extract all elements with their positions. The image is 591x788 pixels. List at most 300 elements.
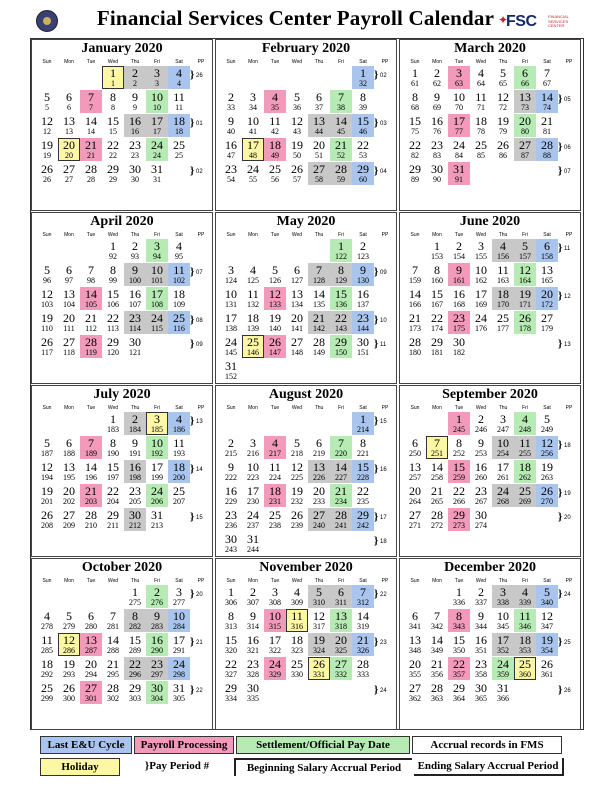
day-number: 11	[291, 609, 303, 623]
day-number: 27	[409, 681, 421, 695]
julian-day: 243	[225, 545, 237, 554]
fsc-logo-text: FSC	[506, 13, 537, 30]
day-number: 21	[313, 311, 325, 325]
day-number: 24	[247, 508, 259, 522]
julian-day: 306	[225, 598, 237, 607]
julian-day: 351	[475, 646, 487, 655]
julian-day: 98	[87, 276, 95, 285]
legend	[30, 736, 582, 780]
day-number: 7	[434, 609, 440, 623]
day-number: 1	[412, 66, 418, 80]
julian-day: 213	[151, 521, 163, 530]
julian-day: 365	[475, 694, 487, 703]
julian-day: 276	[151, 598, 163, 607]
day-number: 24	[497, 484, 509, 498]
julian-day: 155	[475, 252, 487, 261]
day-number: 25	[497, 311, 509, 325]
julian-day: 346	[519, 622, 531, 631]
julian-day: 181	[431, 348, 443, 357]
julian-day: 235	[357, 497, 369, 506]
day-number: 30	[475, 508, 487, 522]
day-number: 12	[269, 287, 281, 301]
julian-day: 348	[409, 646, 421, 655]
day-number: 20	[313, 138, 325, 152]
julian-day: 188	[63, 449, 75, 458]
julian-day: 163	[497, 276, 509, 285]
julian-day: 304	[151, 694, 163, 703]
day-number: 7	[110, 609, 116, 623]
day-number: 12	[63, 633, 75, 647]
julian-day: 310	[313, 598, 325, 607]
pay-period-number: 16	[380, 467, 387, 473]
day-number: 17	[151, 287, 163, 301]
day-number: 22	[357, 484, 369, 498]
julian-day: 83	[433, 151, 441, 160]
julian-day: 289	[129, 646, 141, 655]
julian-day: 224	[269, 473, 281, 482]
day-number: 26	[313, 657, 325, 671]
day-number: 17	[151, 114, 163, 128]
day-number: 14	[85, 460, 97, 474]
month-july	[31, 385, 213, 557]
day-number: 8	[456, 609, 462, 623]
julian-day: 322	[269, 646, 281, 655]
day-number: 19	[41, 311, 53, 325]
pay-period-bracket: }	[374, 117, 379, 129]
julian-day: 328	[247, 670, 259, 679]
julian-day: 128	[313, 276, 325, 285]
legend-pay-period: }Pay Period #	[144, 760, 210, 772]
day-number: 23	[129, 138, 141, 152]
julian-day: 27	[65, 175, 73, 184]
julian-day: 194	[41, 473, 53, 482]
day-number: 19	[541, 460, 553, 474]
pay-period-bracket: }	[374, 636, 379, 648]
day-number: 10	[225, 287, 237, 301]
julian-day: 265	[431, 497, 443, 506]
day-number: 19	[63, 657, 75, 671]
month-june	[399, 212, 581, 384]
dow-label: Thu	[130, 405, 140, 411]
julian-day: 41	[249, 127, 257, 136]
day-number: 10	[453, 90, 465, 104]
pay-period-number: 26	[564, 688, 571, 694]
julian-day: 57	[293, 175, 301, 184]
dow-label: PP	[565, 232, 573, 238]
day-number: 7	[88, 436, 94, 450]
julian-day: 33	[227, 103, 235, 112]
month-title: January 2020	[81, 41, 163, 56]
julian-day: 162	[475, 276, 487, 285]
julian-day: 358	[475, 670, 487, 679]
julian-day: 94	[153, 252, 161, 261]
day-number: 22	[431, 311, 443, 325]
julian-day: 135	[313, 300, 325, 309]
julian-day: 119	[85, 348, 97, 357]
day-number: 25	[269, 508, 281, 522]
dow-label: Fri	[338, 232, 344, 238]
day-number: 10	[173, 609, 185, 623]
day-number: 15	[335, 287, 347, 301]
pay-period-number: 18	[380, 539, 387, 545]
julian-day: 159	[409, 276, 421, 285]
julian-day: 145	[225, 348, 237, 357]
julian-day: 241	[335, 521, 347, 530]
julian-day: 205	[129, 497, 141, 506]
day-number: 30	[129, 162, 141, 176]
pay-period-bracket: }	[558, 338, 563, 350]
julian-day: 105	[85, 300, 97, 309]
day-number: 16	[247, 633, 259, 647]
day-number: 26	[497, 138, 509, 152]
day-number: 5	[44, 263, 50, 277]
julian-day: 153	[431, 252, 443, 261]
dow-label: Sat	[543, 232, 551, 238]
julian-day: 106	[107, 300, 119, 309]
day-number: 21	[335, 484, 347, 498]
dow-label: Sun	[42, 405, 52, 411]
day-number: 17	[475, 287, 487, 301]
day-number: 26	[63, 681, 75, 695]
day-number: 22	[335, 311, 347, 325]
julian-day: 108	[151, 300, 163, 309]
julian-day: 288	[107, 646, 119, 655]
day-number: 7	[360, 585, 366, 599]
day-number: 10	[151, 436, 163, 450]
day-number: 17	[497, 633, 509, 647]
pay-period-bracket: }	[374, 338, 379, 350]
julian-day: 318	[335, 622, 347, 631]
day-number: 26	[41, 162, 53, 176]
day-number: 21	[335, 138, 347, 152]
julian-day: 339	[519, 598, 531, 607]
day-number: 23	[453, 311, 465, 325]
julian-day: 35	[271, 103, 279, 112]
month-title: September 2020	[442, 387, 538, 402]
day-number: 16	[129, 287, 141, 301]
day-number: 24	[151, 311, 163, 325]
month-february	[215, 39, 397, 211]
julian-day: 283	[151, 622, 163, 631]
dow-label: Sun	[410, 405, 420, 411]
day-number: 2	[456, 239, 462, 253]
julian-day: 220	[335, 449, 347, 458]
day-number: 13	[63, 460, 75, 474]
day-number: 2	[478, 412, 484, 426]
day-number: 14	[409, 287, 421, 301]
day-number: 26	[541, 484, 553, 498]
julian-day: 4	[177, 79, 181, 88]
julian-day: 117	[41, 348, 53, 357]
julian-day: 320	[225, 646, 237, 655]
dow-label: PP	[197, 232, 205, 238]
julian-day: 222	[225, 473, 237, 482]
julian-day: 314	[247, 622, 259, 631]
day-number: 8	[412, 90, 418, 104]
julian-day: 191	[129, 449, 141, 458]
julian-day: 352	[497, 646, 509, 655]
julian-day: 278	[41, 622, 53, 631]
julian-day: 61	[411, 79, 419, 88]
day-number: 10	[151, 263, 163, 277]
day-number: 20	[63, 311, 75, 325]
julian-day: 80	[521, 127, 529, 136]
dow-label: Fri	[522, 59, 528, 65]
julian-day: 81	[543, 127, 551, 136]
julian-day: 341	[409, 622, 421, 631]
pay-period-bracket: }	[558, 636, 563, 648]
julian-day: 25	[175, 151, 183, 160]
pay-period-number: 04	[380, 169, 387, 175]
day-number: 26	[541, 657, 553, 671]
julian-day: 2	[133, 79, 137, 88]
day-number: 31	[225, 359, 237, 373]
julian-day: 307	[247, 598, 259, 607]
dow-label: Sat	[359, 232, 367, 238]
day-number: 16	[225, 484, 237, 498]
dow-label: Wed	[291, 59, 303, 65]
julian-day: 14	[87, 127, 95, 136]
day-number: 26	[269, 335, 281, 349]
julian-day: 152	[225, 372, 237, 381]
dow-label: Tue	[270, 578, 280, 584]
day-number: 3	[456, 66, 462, 80]
julian-day: 180	[409, 348, 421, 357]
dow-label: Mon	[64, 405, 74, 411]
day-number: 1	[360, 412, 366, 426]
day-number: 28	[335, 508, 347, 522]
day-number: 5	[316, 585, 322, 599]
day-number: 28	[409, 335, 421, 349]
julian-day: 337	[475, 598, 487, 607]
julian-day: 93	[131, 252, 139, 261]
dow-label: Wed	[291, 405, 303, 411]
julian-day: 270	[541, 497, 553, 506]
julian-day: 185	[151, 425, 163, 434]
julian-day: 277	[173, 598, 185, 607]
day-number: 24	[269, 657, 281, 671]
day-number: 28	[541, 138, 553, 152]
julian-day: 10	[153, 103, 161, 112]
day-number: 6	[338, 585, 344, 599]
day-number: 9	[456, 263, 462, 277]
julian-day: 350	[453, 646, 465, 655]
day-number: 3	[228, 263, 234, 277]
day-number: 28	[335, 162, 347, 176]
julian-day: 102	[173, 276, 185, 285]
day-number: 27	[335, 657, 347, 671]
day-number: 22	[107, 311, 119, 325]
day-number: 20	[313, 484, 325, 498]
day-number: 7	[412, 263, 418, 277]
day-number: 13	[409, 633, 421, 647]
julian-day: 42	[271, 127, 279, 136]
julian-day: 354	[541, 646, 553, 655]
julian-day: 285	[41, 646, 53, 655]
day-number: 4	[478, 66, 484, 80]
month-title: December 2020	[444, 560, 536, 575]
day-number: 28	[431, 681, 443, 695]
julian-day: 223	[247, 473, 259, 482]
julian-day: 315	[269, 622, 281, 631]
julian-day: 75	[411, 127, 419, 136]
day-number: 31	[453, 162, 465, 176]
julian-day: 250	[409, 449, 421, 458]
dow-label: Sat	[359, 405, 367, 411]
julian-day: 179	[541, 324, 553, 333]
julian-day: 356	[431, 670, 443, 679]
day-number: 7	[88, 263, 94, 277]
day-number: 1	[110, 412, 116, 426]
day-number: 15	[129, 633, 141, 647]
day-number: 29	[357, 162, 369, 176]
julian-day: 84	[455, 151, 463, 160]
pay-period-number: 15	[196, 515, 203, 521]
day-number: 24	[151, 484, 163, 498]
dow-label: Tue	[454, 578, 464, 584]
dow-label: PP	[381, 405, 389, 411]
day-number: 29	[409, 162, 421, 176]
julian-day: 182	[453, 348, 465, 357]
julian-day: 49	[271, 151, 279, 160]
julian-day: 89	[411, 175, 419, 184]
pay-period-bracket: }	[558, 141, 563, 153]
pay-period-number: 19	[564, 491, 571, 497]
day-number: 7	[338, 90, 344, 104]
day-number: 28	[431, 508, 443, 522]
julian-day: 120	[107, 348, 119, 357]
day-number: 2	[478, 585, 484, 599]
julian-day: 204	[107, 497, 119, 506]
month-september	[399, 385, 581, 557]
julian-day: 336	[453, 598, 465, 607]
julian-day: 97	[65, 276, 73, 285]
pay-period-bracket: }	[374, 266, 379, 278]
day-number: 4	[522, 412, 528, 426]
julian-day: 360	[519, 670, 531, 679]
julian-day: 260	[475, 473, 487, 482]
day-number: 6	[316, 90, 322, 104]
julian-day: 115	[151, 324, 163, 333]
julian-day: 141	[291, 324, 303, 333]
julian-day: 22	[109, 151, 117, 160]
julian-day: 184	[129, 425, 141, 434]
day-number: 1	[132, 585, 138, 599]
day-number: 29	[225, 681, 237, 695]
day-number: 6	[66, 436, 72, 450]
day-number: 29	[431, 335, 443, 349]
pay-period-bracket: }	[374, 69, 379, 81]
dow-label: Sat	[543, 578, 551, 584]
dow-label: Thu	[498, 405, 508, 411]
dow-label: PP	[197, 405, 205, 411]
julian-day: 139	[247, 324, 259, 333]
day-number: 8	[360, 90, 366, 104]
day-number: 5	[522, 239, 528, 253]
julian-day: 267	[475, 497, 487, 506]
julian-day: 302	[107, 694, 119, 703]
julian-day: 244	[247, 545, 259, 554]
pay-period-number: 11	[380, 342, 387, 348]
day-number: 2	[228, 436, 234, 450]
month-title: May 2020	[276, 214, 336, 229]
dow-label: Fri	[154, 405, 160, 411]
day-number: 11	[497, 263, 509, 277]
day-number: 26	[41, 335, 53, 349]
day-number: 14	[85, 287, 97, 301]
julian-day: 138	[225, 324, 237, 333]
day-number: 19	[41, 484, 53, 498]
day-number: 5	[44, 436, 50, 450]
julian-day: 208	[41, 521, 53, 530]
dow-label: Thu	[314, 578, 324, 584]
day-number: 2	[434, 66, 440, 80]
julian-day: 40	[227, 127, 235, 136]
day-number: 10	[497, 436, 509, 450]
day-number: 28	[313, 335, 325, 349]
day-number: 11	[247, 287, 259, 301]
pay-period-bracket: }	[558, 439, 563, 451]
day-number: 27	[63, 508, 75, 522]
julian-day: 183	[107, 425, 119, 434]
julian-day: 197	[107, 473, 119, 482]
pay-period-bracket: }	[374, 314, 379, 326]
dow-label: Wed	[291, 232, 303, 238]
day-number: 15	[107, 460, 119, 474]
day-number: 9	[434, 90, 440, 104]
dow-label: Sat	[175, 405, 183, 411]
dow-label: Sat	[175, 232, 183, 238]
day-number: 16	[431, 114, 443, 128]
julian-day: 238	[269, 521, 281, 530]
julian-day: 256	[541, 449, 553, 458]
dow-label: Fri	[154, 232, 160, 238]
dow-label: Mon	[248, 59, 258, 65]
julian-day: 218	[291, 449, 303, 458]
julian-day: 187	[41, 449, 53, 458]
dow-label: Mon	[432, 59, 442, 65]
day-number: 16	[225, 138, 237, 152]
julian-day: 133	[269, 300, 281, 309]
day-number: 12	[519, 263, 531, 277]
day-number: 24	[225, 335, 237, 349]
pay-period-number: 10	[380, 318, 387, 324]
julian-day: 116	[173, 324, 185, 333]
day-number: 16	[453, 287, 465, 301]
pay-period-bracket: }	[558, 511, 563, 523]
day-number: 9	[360, 263, 366, 277]
dow-label: PP	[381, 59, 389, 65]
day-number: 6	[522, 66, 528, 80]
dow-label: PP	[197, 59, 205, 65]
day-number: 8	[360, 436, 366, 450]
julian-day: 345	[497, 622, 509, 631]
julian-day: 363	[431, 694, 443, 703]
julian-day: 362	[409, 694, 421, 703]
dow-label: Thu	[314, 405, 324, 411]
julian-day: 212	[129, 521, 141, 530]
pay-period-bracket: }	[190, 463, 195, 475]
day-number: 11	[173, 90, 185, 104]
pay-period-number: 07	[564, 169, 571, 175]
day-number: 22	[107, 484, 119, 498]
day-number: 12	[313, 609, 325, 623]
julian-day: 54	[227, 175, 235, 184]
day-number: 2	[132, 412, 138, 426]
julian-day: 113	[107, 324, 119, 333]
julian-day: 17	[153, 127, 161, 136]
day-number: 4	[176, 66, 182, 80]
